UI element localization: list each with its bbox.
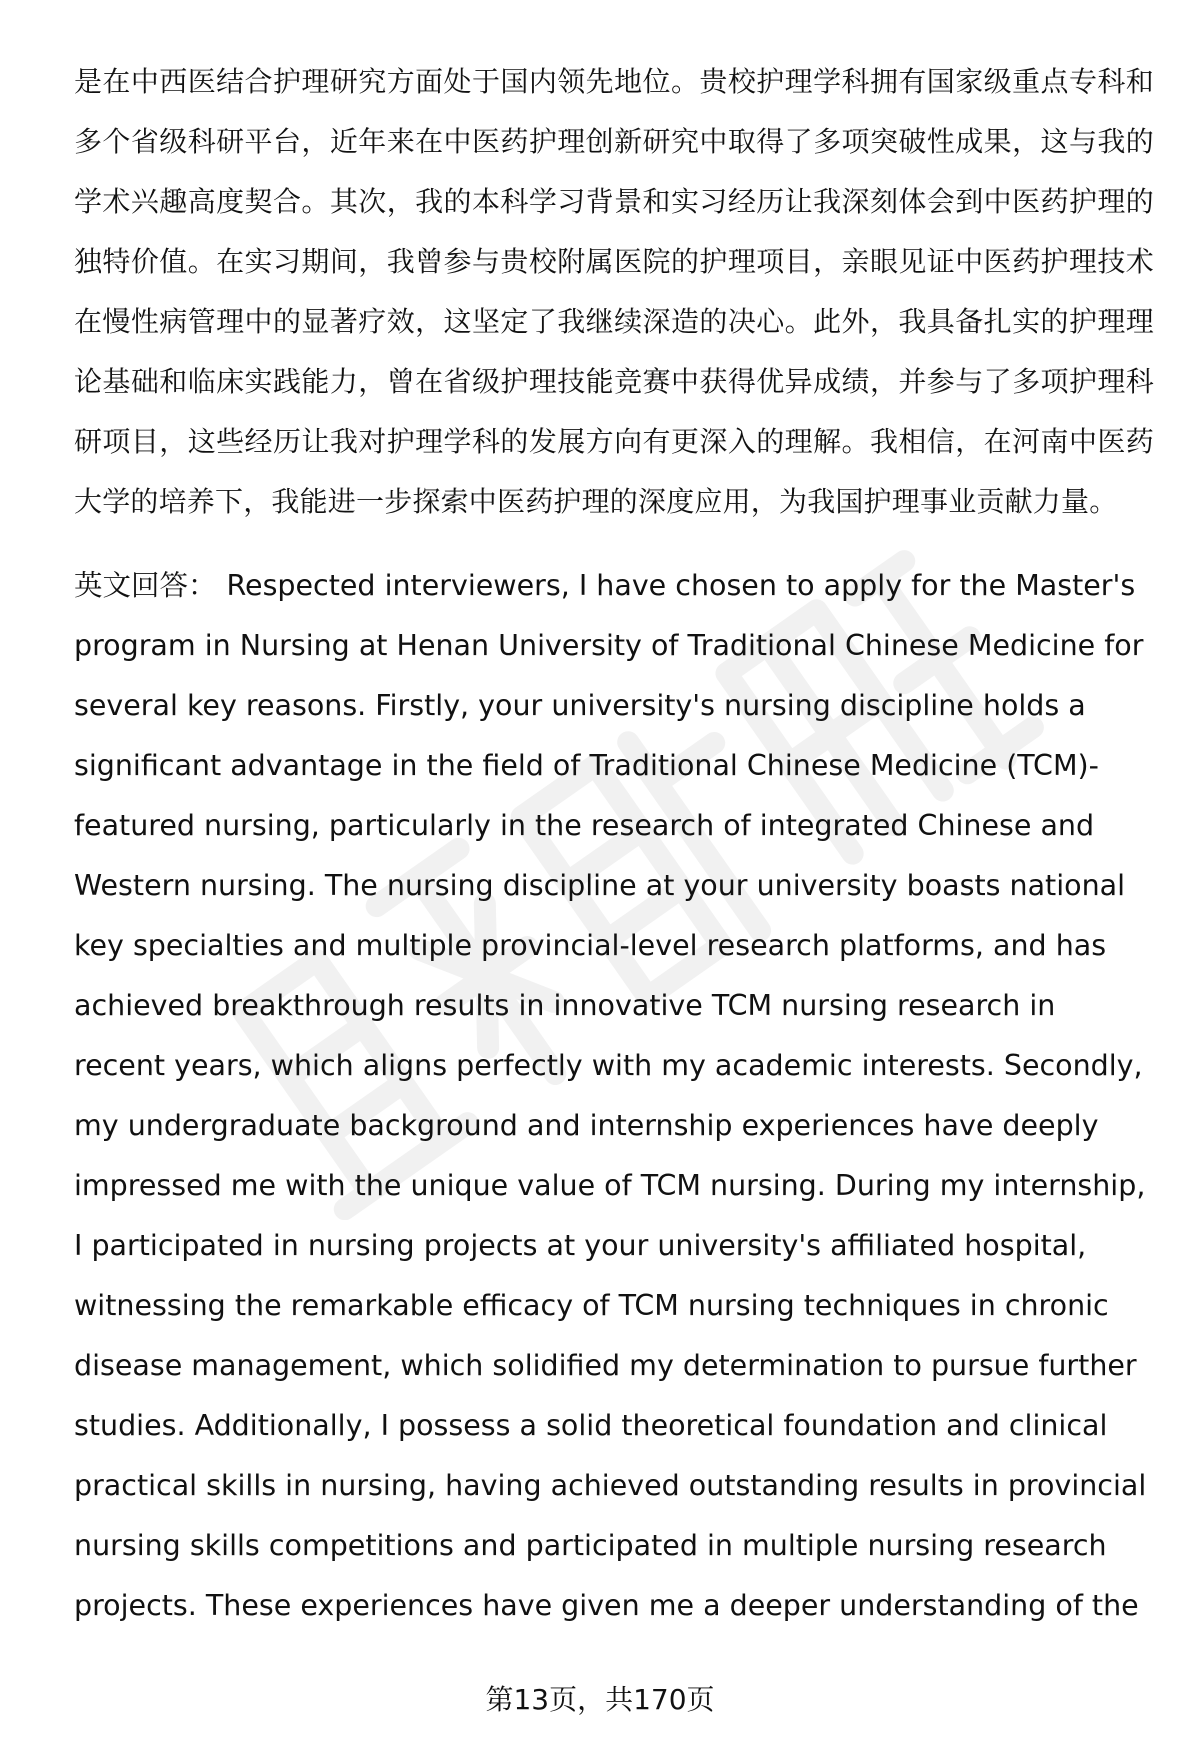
english-answer-label: 英文回答： [74,569,217,602]
english-answer-text: Respected interviewers, I have chosen to apply for the Master's program in Nursing at Henan University of Traditional Chinese Medicine for several key reasons. Firstly, your university's nursing discipline holds a significant advantage in the field of Traditional Chinese Medicine (TCM)-featured nursing, particularly in the research of integrated Chinese and Western nursing. The nursing discipline at your university boasts national key specialties and multiple provincial-level research platforms, and has achieved breakthrough results in innovative TCM nursing research in recent years, which aligns perfectly with my academic interests. Secondly, my undergraduate background and internship experiences have deeply impressed me with the unique value of TCM nursing. During my internship, I participated in nursing projects at your university's affiliated hospital, witnessing the remarkable efficacy of TCM nursing techniques in chronic disease management, which solidified my determination to pursue further studies. Additionally, I possess a solid theoretical foundation and clinical practical skills in nursing, having achieved outstanding results in provincial nursing skills competitions and participated in multiple nursing research projects. These experiences have given me a deeper understanding of the [74,569,1147,1622]
page-number-footer: 第13页，共170页 [485,1683,715,1716]
chinese-answer-paragraph: 是在中西医结合护理研究方面处于国内领先地位。贵校护理学科拥有国家级重点专科和多个省级科研平台，近年来在中医药护理创新研究中取得了多项突破性成果，这与我的学术兴趣高度契合。其次，我的本科学习背景和实习经历让我深刻体会到中医药护理的独特价值。在实习期间，我曾参与贵校附属医院的护理项目，亲眼见证中医药护理技术在慢性病管理中的显著疗效，这坚定了我继续深造的决心。此外，我具备扎实的护理理论基础和临床实践能力，曾在省级护理技能竞赛中获得优异成绩，并参与了多项护理科研项目，这些经历让我对护理学科的发展方向有更深入的理解。我相信，在河南中医药大学的培养下，我能进一步探索中医药护理的深度应用，为我国护理事业贡献力量。 [74,65,1154,518]
document-content [74,52,1154,1636]
english-answer-paragraph [74,556,1154,1636]
